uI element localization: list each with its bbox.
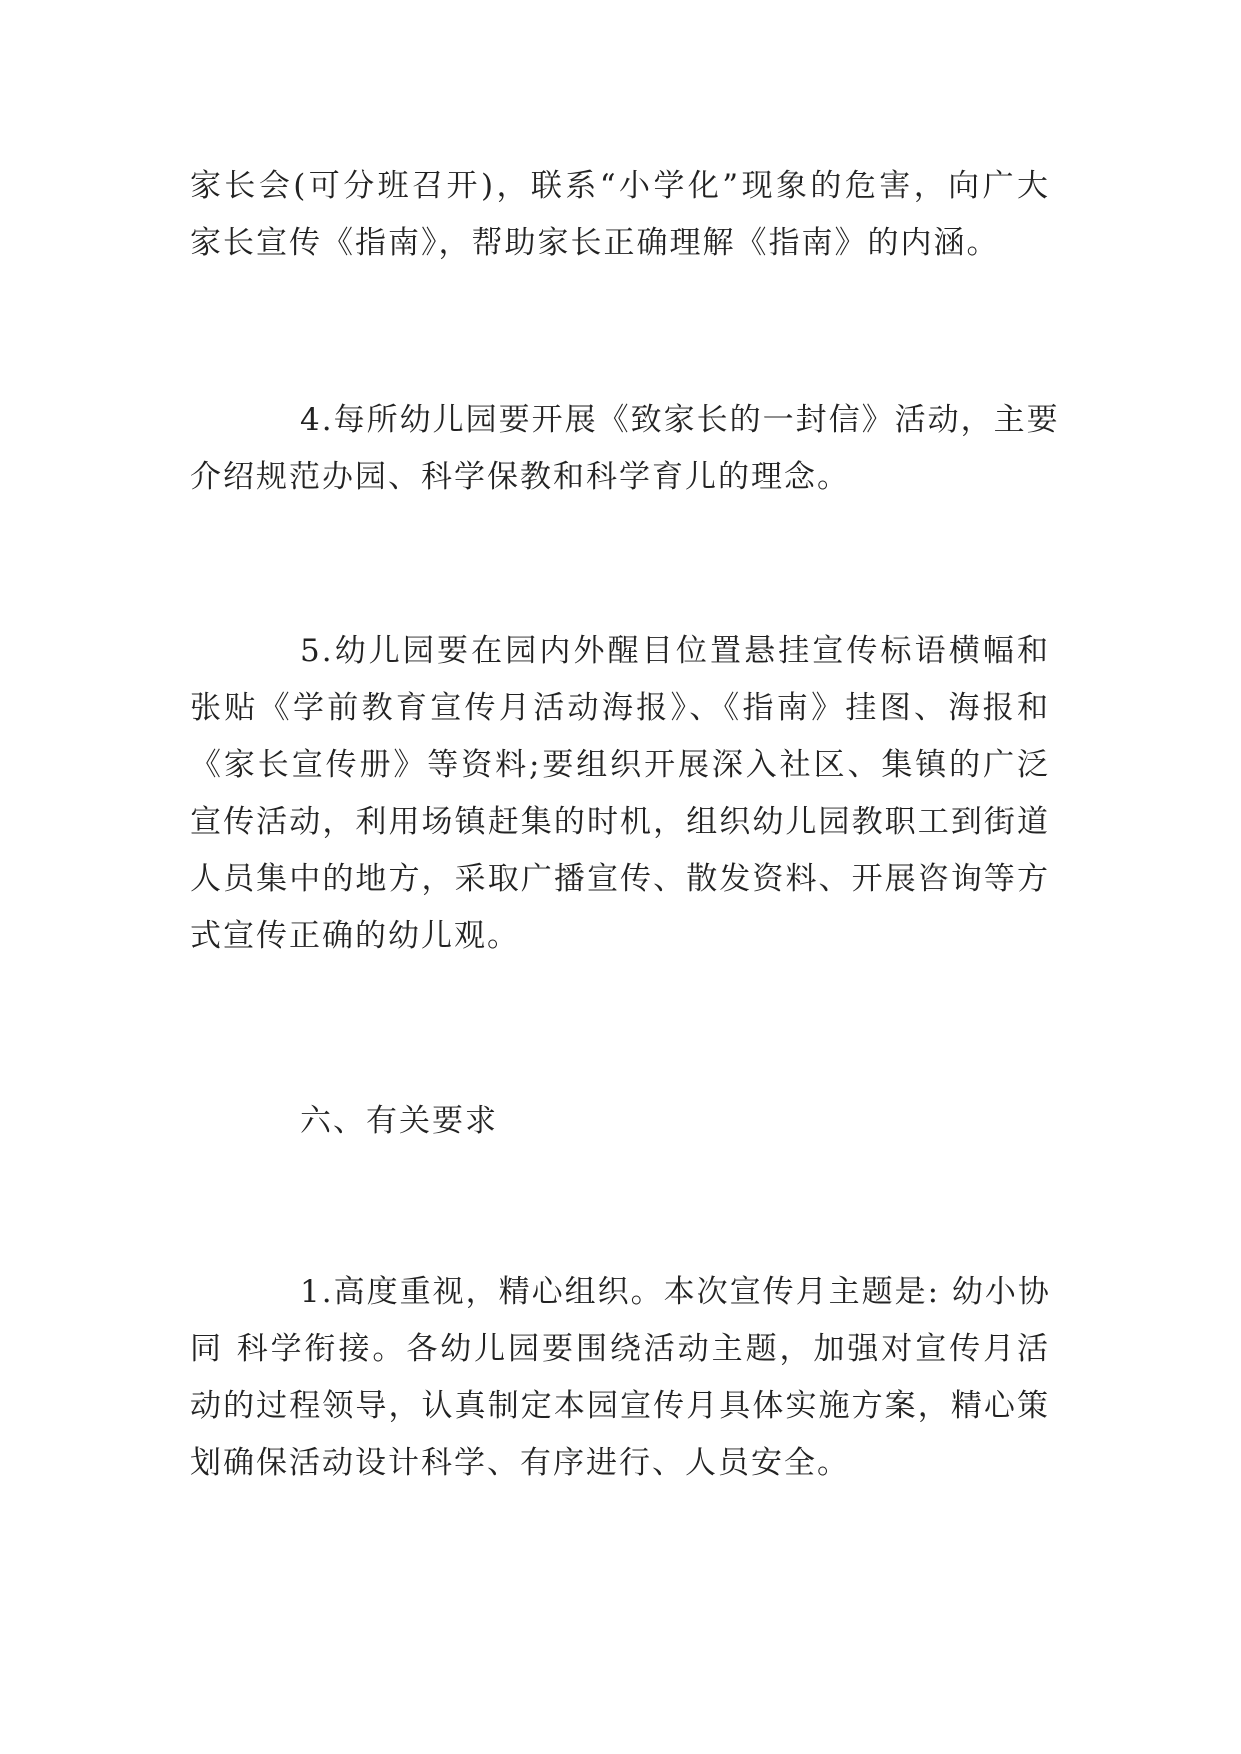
section-heading-text: 六、有关要求 — [300, 1103, 498, 1139]
text-line: 5.幼儿园要在园内外醒目位置悬挂宣传标语横幅和 — [300, 633, 1050, 669]
text-line: 划确保活动设计科学、有序进行、人员安全。 — [190, 1445, 850, 1481]
section-heading-requirements — [190, 1093, 1050, 1150]
paragraph-parent-meeting-continued — [190, 158, 1050, 272]
paragraph-requirement-1 — [190, 1264, 1050, 1492]
text-line: 4.每所幼儿园要开展《致家长的一封信》活动，主要 — [300, 402, 1060, 438]
text-line: 家长宣传《指南》，帮助家长正确理解《指南》的内涵。 — [190, 225, 1000, 261]
text-line: 1.高度重视，精心组织。本次宣传月主题是: 幼小协 — [300, 1274, 1051, 1310]
text-line: 同 科学衔接。各幼儿园要围绕活动主题，加强对宣传月活 — [190, 1331, 1050, 1367]
text-line: 《家长宣传册》等资料;要组织开展深入社区、集镇的广泛 — [190, 747, 1050, 783]
paragraph-item-5 — [190, 623, 1050, 965]
text-line: 家长会(可分班召开)，联系“小学化”现象的危害，向广大 — [190, 168, 1050, 204]
text-line: 式宣传正确的幼儿观。 — [190, 918, 520, 954]
text-line: 介绍规范办园、科学保教和科学育儿的理念。 — [190, 459, 850, 495]
paragraph-item-4 — [190, 392, 1060, 506]
text-line: 张贴《学前教育宣传月活动海报》、《指南》挂图、海报和 — [190, 690, 1050, 726]
text-line: 宣传活动，利用场镇赶集的时机，组织幼儿园教职工到街道 — [190, 804, 1050, 840]
text-line: 人员集中的地方，采取广播宣传、散发资料、开展咨询等方 — [190, 861, 1050, 897]
text-line: 动的过程领导，认真制定本园宣传月具体实施方案，精心策 — [190, 1388, 1050, 1424]
